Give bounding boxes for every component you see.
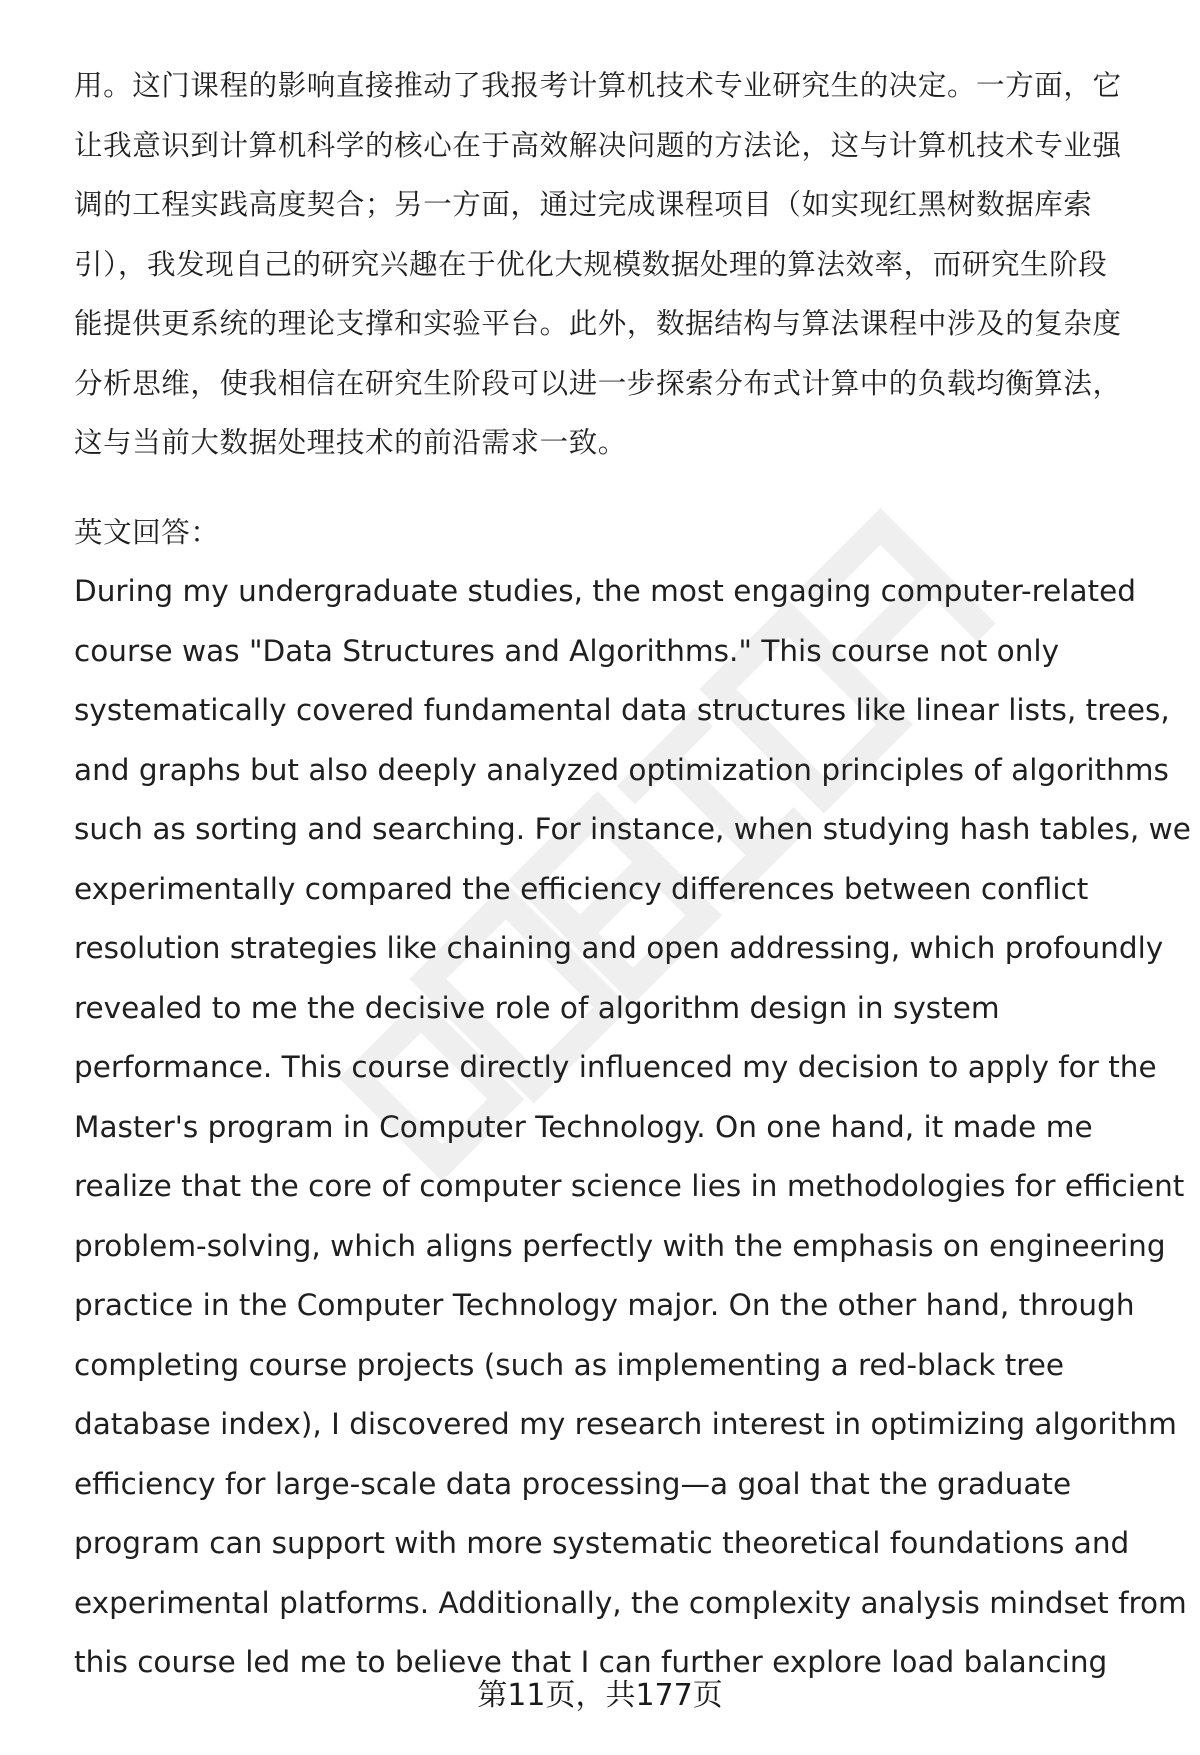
english-text-line-17: program can support with more systematic theoretical foundations and: [74, 1526, 1130, 1560]
english-text-line-19: this course led me to believe that I can further explore load balancing: [74, 1645, 1108, 1679]
page-footer: 第11页，共177页: [477, 1678, 723, 1713]
english-text-line-5: such as sorting and searching. For instance, when studying hash tables, we: [74, 812, 1191, 846]
chinese-text-line-7: 这与当前大数据处理技术的前沿需求一致。: [74, 426, 627, 459]
english-text-line-3: systematically covered fundamental data structures like linear lists, trees,: [74, 693, 1170, 727]
english-paragraph: [74, 562, 1191, 1693]
document-body: [74, 56, 1191, 1693]
english-text-line-16: efficiency for large-scale data processing—a goal that the graduate: [74, 1466, 1072, 1501]
english-text-line-1: During my undergraduate studies, the most engaging computer-related: [74, 574, 1136, 608]
chinese-text-line-1: 用。这门课程的影响直接推动了我报考计算机技术专业研究生的决定。一方面，它: [74, 69, 1122, 102]
english-text-line-4: and graphs but also deeply analyzed optimization principles of algorithms: [74, 752, 1169, 787]
english-text-line-6: experimentally compared the efficiency differences between conflict: [74, 871, 1089, 906]
english-text-line-2: course was "Data Structures and Algorithms." This course not only: [74, 633, 1060, 668]
english-text-line-12: problem-solving, which aligns perfectly with the emphasis on engineering: [74, 1228, 1166, 1263]
chinese-text-line-6: 分析思维，使我相信在研究生阶段可以进一步探索分布式计算中的负载均衡算法，: [74, 366, 1122, 400]
chinese-text-line-2: 让我意识到计算机科学的核心在于高效解决问题的方法论，这与计算机技术专业强: [74, 128, 1122, 162]
paragraph-gap: [74, 473, 1154, 503]
chinese-text-line-3: 调的工程实践高度契合；另一方面，通过完成课程项目（如实现红黑树数据库索: [74, 188, 1093, 221]
english-text-line-9: performance. This course directly influenced my decision to apply for the: [74, 1050, 1157, 1084]
english-text-line-10: Master's program in Computer Technology. On one hand, it made me: [74, 1109, 1093, 1144]
english-text-line-13: practice in the Computer Technology major. On the other hand, through: [74, 1288, 1135, 1322]
chinese-text-line-5: 能提供更系统的理论支撑和实验平台。此外，数据结构与算法课程中涉及的复杂度: [74, 307, 1122, 340]
english-text-line-11: realize that the core of computer science lies in methodologies for efficient: [74, 1169, 1185, 1203]
english-text-line-8: revealed to me the decisive role of algorithm design in system: [74, 990, 1000, 1025]
english-text-line-14: completing course projects (such as implementing a red-black tree: [74, 1347, 1065, 1382]
english-text-line-15: database index), I discovered my research interest in optimizing algorithm: [74, 1407, 1177, 1441]
chinese-paragraph: [74, 56, 1154, 473]
english-text-line-18: experimental platforms. Additionally, the complexity analysis mindset from: [74, 1585, 1187, 1620]
english-answer-heading: 英文回答：: [74, 515, 220, 549]
chinese-text-line-4: 引），我发现自己的研究兴趣在于优化大规模数据处理的算法效率，而研究生阶段: [74, 247, 1108, 281]
english-text-line-7: resolution strategies like chaining and open addressing, which profoundly: [74, 931, 1164, 965]
